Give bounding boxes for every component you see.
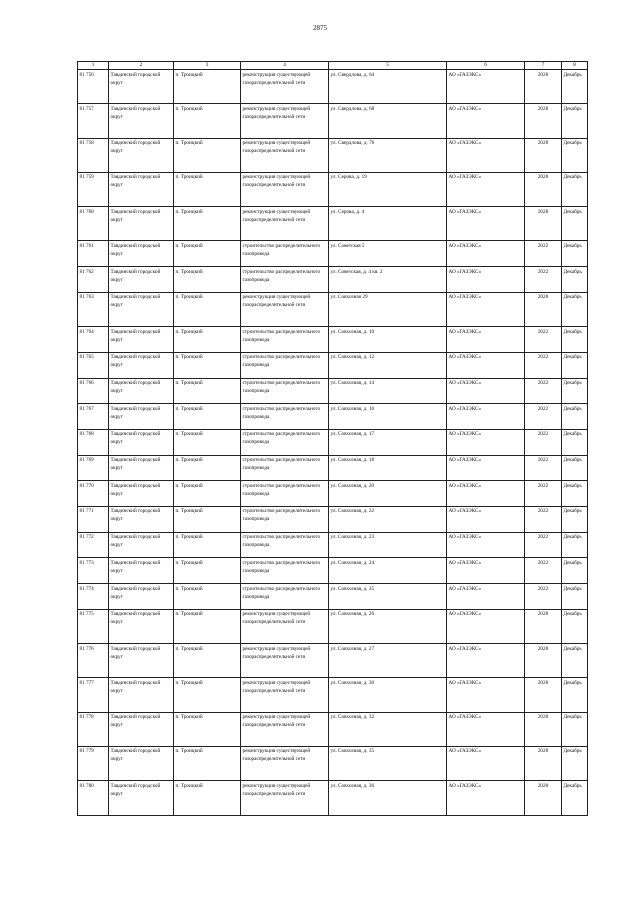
row-number-cell: 81 764 [78, 327, 109, 353]
address-cell: ул. Совхозная, д. 27 [329, 644, 447, 678]
row-number-cell: 81 776 [78, 644, 109, 678]
district-cell: Тавдинский городской округ [109, 241, 174, 267]
table-row [78, 712, 588, 746]
locality-cell: п. Троицкий [174, 104, 241, 138]
year-cell: 2028 [525, 644, 562, 678]
month-cell: Декабрь [562, 138, 588, 172]
work-type-cell: строительство распределительного газопровода [241, 532, 329, 558]
row-number-cell: 81 778 [78, 712, 109, 746]
work-type-cell: реконструкция существующей газораспределительной сети [241, 292, 329, 326]
table-body [78, 70, 588, 816]
row-number-cell: 81 780 [78, 781, 109, 815]
locality-cell: п. Троицкий [174, 644, 241, 678]
table-row [78, 746, 588, 780]
address-cell: ул. Совхозная, д. 20 [329, 481, 447, 507]
locality-cell: п. Троицкий [174, 678, 241, 712]
organization-cell: АО «ГАЗЭКС» [447, 429, 525, 455]
district-cell: Тавдинский городской округ [109, 378, 174, 404]
organization-cell: АО «ГАЗЭКС» [447, 138, 525, 172]
district-cell: Тавдинский городской округ [109, 429, 174, 455]
table-row [78, 678, 588, 712]
table-row [78, 532, 588, 558]
district-cell: Тавдинский городской округ [109, 558, 174, 584]
work-type-cell: реконструкция существующей газораспределительной сети [241, 70, 329, 104]
header-cell: 6 [447, 62, 525, 70]
row-number-cell: 81 779 [78, 746, 109, 780]
locality-cell: п. Троицкий [174, 584, 241, 610]
district-cell: Тавдинский городской округ [109, 609, 174, 643]
month-cell: Декабрь [562, 712, 588, 746]
table-row [78, 70, 588, 104]
work-type-cell: строительство распределительного газопровода [241, 404, 329, 430]
locality-cell: п. Троицкий [174, 267, 241, 293]
locality-cell: п. Троицкий [174, 70, 241, 104]
district-cell: Тавдинский городской округ [109, 481, 174, 507]
work-type-cell: реконструкция существующей газораспределительной сети [241, 138, 329, 172]
row-number-cell: 81 777 [78, 678, 109, 712]
locality-cell: п. Троицкий [174, 781, 241, 815]
locality-cell: п. Троицкий [174, 352, 241, 378]
year-cell: 2022 [525, 404, 562, 430]
district-cell: Тавдинский городской округ [109, 644, 174, 678]
district-cell: Тавдинский городской округ [109, 104, 174, 138]
year-cell: 2028 [525, 207, 562, 241]
locality-cell: п. Троицкий [174, 429, 241, 455]
header-row [78, 62, 588, 70]
header-cell: 3 [174, 62, 241, 70]
year-cell: 2022 [525, 241, 562, 267]
year-cell: 2022 [525, 267, 562, 293]
year-cell: 2022 [525, 532, 562, 558]
table-row [78, 241, 588, 267]
address-cell: ул. Совхозная, д. 36 [329, 781, 447, 815]
month-cell: Декабрь [562, 678, 588, 712]
address-cell: ул. Совхозная, д. 12 [329, 352, 447, 378]
organization-cell: АО «ГАЗЭКС» [447, 378, 525, 404]
work-type-cell: строительство распределительного газопровода [241, 241, 329, 267]
month-cell: Декабрь [562, 584, 588, 610]
locality-cell: п. Троицкий [174, 558, 241, 584]
address-cell: ул. Совхозная, д. 24 [329, 558, 447, 584]
table-row [78, 378, 588, 404]
year-cell: 2022 [525, 584, 562, 610]
district-cell: Тавдинский городской округ [109, 584, 174, 610]
month-cell: Декабрь [562, 70, 588, 104]
table-row [78, 138, 588, 172]
work-type-cell: реконструкция существующей газораспределительной сети [241, 746, 329, 780]
table-row [78, 292, 588, 326]
month-cell: Декабрь [562, 404, 588, 430]
row-number-cell: 81 773 [78, 558, 109, 584]
row-number-cell: 81 756 [78, 70, 109, 104]
district-cell: Тавдинский городской округ [109, 712, 174, 746]
month-cell: Декабрь [562, 104, 588, 138]
locality-cell: п. Троицкий [174, 172, 241, 206]
work-type-cell: реконструкция существующей газораспределительной сети [241, 104, 329, 138]
work-type-cell: строительство распределительного газопровода [241, 327, 329, 353]
row-number-cell: 81 770 [78, 481, 109, 507]
month-cell: Декабрь [562, 378, 588, 404]
table-row [78, 207, 588, 241]
row-number-cell: 81 769 [78, 455, 109, 481]
address-cell: ул. Советская 5 [329, 241, 447, 267]
work-type-cell: реконструкция существующей газораспределительной сети [241, 207, 329, 241]
month-cell: Декабрь [562, 746, 588, 780]
work-type-cell: реконструкция существующей газораспределительной сети [241, 712, 329, 746]
organization-cell: АО «ГАЗЭКС» [447, 712, 525, 746]
table-row [78, 584, 588, 610]
year-cell: 2028 [525, 712, 562, 746]
year-cell: 2022 [525, 455, 562, 481]
row-number-cell: 81 772 [78, 532, 109, 558]
row-number-cell: 81 767 [78, 404, 109, 430]
table-row [78, 781, 588, 815]
month-cell: Декабрь [562, 352, 588, 378]
district-cell: Тавдинский городской округ [109, 138, 174, 172]
header-cell: 2 [109, 62, 174, 70]
month-cell: Декабрь [562, 267, 588, 293]
organization-cell: АО «ГАЗЭКС» [447, 584, 525, 610]
locality-cell: п. Троицкий [174, 292, 241, 326]
year-cell: 2022 [525, 378, 562, 404]
address-cell: ул. Совхозная, д. 26 [329, 609, 447, 643]
month-cell: Декабрь [562, 506, 588, 532]
locality-cell: п. Троицкий [174, 712, 241, 746]
month-cell: Декабрь [562, 644, 588, 678]
district-cell: Тавдинский городской округ [109, 746, 174, 780]
year-cell: 2022 [525, 481, 562, 507]
address-cell: ул. Серова, д. 19 [329, 172, 447, 206]
organization-cell: АО «ГАЗЭКС» [447, 558, 525, 584]
district-cell: Тавдинский городской округ [109, 781, 174, 815]
address-cell: ул. Совхозная, д. 14 [329, 378, 447, 404]
work-type-cell: строительство распределительного газопровода [241, 506, 329, 532]
work-type-cell: строительство распределительного газопровода [241, 455, 329, 481]
work-type-cell: реконструкция существующей газораспределительной сети [241, 609, 329, 643]
organization-cell: АО «ГАЗЭКС» [447, 644, 525, 678]
gasification-schedule-table [77, 61, 588, 816]
organization-cell: АО «ГАЗЭКС» [447, 104, 525, 138]
district-cell: Тавдинский городской округ [109, 404, 174, 430]
work-type-cell: строительство распределительного газопровода [241, 558, 329, 584]
address-cell: ул. Свердлова, д. 64 [329, 70, 447, 104]
row-number-cell: 81 758 [78, 138, 109, 172]
organization-cell: АО «ГАЗЭКС» [447, 352, 525, 378]
locality-cell: п. Троицкий [174, 138, 241, 172]
organization-cell: АО «ГАЗЭКС» [447, 292, 525, 326]
year-cell: 2028 [525, 70, 562, 104]
organization-cell: АО «ГАЗЭКС» [447, 241, 525, 267]
organization-cell: АО «ГАЗЭКС» [447, 781, 525, 815]
table-row [78, 609, 588, 643]
year-cell: 2028 [525, 746, 562, 780]
table-row [78, 352, 588, 378]
locality-cell: п. Троицкий [174, 609, 241, 643]
year-cell: 2028 [525, 609, 562, 643]
locality-cell: п. Троицкий [174, 241, 241, 267]
locality-cell: п. Троицкий [174, 506, 241, 532]
organization-cell: АО «ГАЗЭКС» [447, 327, 525, 353]
year-cell: 2028 [525, 138, 562, 172]
locality-cell: п. Троицкий [174, 746, 241, 780]
address-cell: ул. Совхозная, д. 32 [329, 712, 447, 746]
table-row [78, 455, 588, 481]
header-cell: 1 [78, 62, 109, 70]
address-cell: ул. Совхозная, д. 16 [329, 404, 447, 430]
district-cell: Тавдинский городской округ [109, 70, 174, 104]
organization-cell: АО «ГАЗЭКС» [447, 404, 525, 430]
header-cell: 7 [525, 62, 562, 70]
district-cell: Тавдинский городской округ [109, 532, 174, 558]
locality-cell: п. Троицкий [174, 455, 241, 481]
locality-cell: п. Троицкий [174, 327, 241, 353]
row-number-cell: 81 763 [78, 292, 109, 326]
work-type-cell: строительство распределительного газопровода [241, 481, 329, 507]
address-cell: ул. Совхозная, д. 18 [329, 455, 447, 481]
work-type-cell: реконструкция существующей газораспределительной сети [241, 644, 329, 678]
year-cell: 2028 [525, 292, 562, 326]
month-cell: Декабрь [562, 455, 588, 481]
address-cell: ул. Советская, д. 4 кв. 2 [329, 267, 447, 293]
organization-cell: АО «ГАЗЭКС» [447, 455, 525, 481]
organization-cell: АО «ГАЗЭКС» [447, 678, 525, 712]
address-cell: ул. Совхозная, д. 17 [329, 429, 447, 455]
table-row [78, 506, 588, 532]
work-type-cell: строительство распределительного газопровода [241, 378, 329, 404]
year-cell: 2028 [525, 781, 562, 815]
address-cell: ул. Серова, д. 4 [329, 207, 447, 241]
organization-cell: АО «ГАЗЭКС» [447, 267, 525, 293]
district-cell: Тавдинский городской округ [109, 172, 174, 206]
address-cell: ул. Совхозная, д. 22 [329, 506, 447, 532]
organization-cell: АО «ГАЗЭКС» [447, 609, 525, 643]
month-cell: Декабрь [562, 481, 588, 507]
row-number-cell: 81 766 [78, 378, 109, 404]
year-cell: 2022 [525, 327, 562, 353]
year-cell: 2022 [525, 506, 562, 532]
locality-cell: п. Троицкий [174, 404, 241, 430]
organization-cell: АО «ГАЗЭКС» [447, 207, 525, 241]
table-row [78, 429, 588, 455]
organization-cell: АО «ГАЗЭКС» [447, 70, 525, 104]
table-row [78, 644, 588, 678]
locality-cell: п. Троицкий [174, 532, 241, 558]
table-row [78, 267, 588, 293]
organization-cell: АО «ГАЗЭКС» [447, 532, 525, 558]
district-cell: Тавдинский городской округ [109, 207, 174, 241]
work-type-cell: реконструкция существующей газораспределительной сети [241, 781, 329, 815]
address-cell: ул. Совхозная 29 [329, 292, 447, 326]
district-cell: Тавдинский городской округ [109, 352, 174, 378]
row-number-cell: 81 759 [78, 172, 109, 206]
table-row [78, 327, 588, 353]
locality-cell: п. Троицкий [174, 481, 241, 507]
year-cell: 2022 [525, 352, 562, 378]
district-cell: Тавдинский городской округ [109, 292, 174, 326]
month-cell: Декабрь [562, 172, 588, 206]
year-cell: 2028 [525, 104, 562, 138]
locality-cell: п. Троицкий [174, 207, 241, 241]
row-number-cell: 81 760 [78, 207, 109, 241]
work-type-cell: строительство распределительного газопровода [241, 429, 329, 455]
address-cell: ул. Совхозная, д. 23 [329, 532, 447, 558]
address-cell: ул. Свердлова, д. 76 [329, 138, 447, 172]
year-cell: 2028 [525, 678, 562, 712]
locality-cell: п. Троицкий [174, 378, 241, 404]
month-cell: Декабрь [562, 609, 588, 643]
month-cell: Декабрь [562, 327, 588, 353]
row-number-cell: 81 771 [78, 506, 109, 532]
month-cell: Декабрь [562, 429, 588, 455]
work-type-cell: строительство распределительного газопровода [241, 584, 329, 610]
header-cell: 8 [562, 62, 588, 70]
row-number-cell: 81 762 [78, 267, 109, 293]
work-type-cell: строительство распределительного газопровода [241, 267, 329, 293]
district-cell: Тавдинский городской округ [109, 455, 174, 481]
work-type-cell: реконструкция существующей газораспределительной сети [241, 678, 329, 712]
work-type-cell: строительство распределительного газопровода [241, 352, 329, 378]
row-number-cell: 81 761 [78, 241, 109, 267]
address-cell: ул. Совхозная, д. 25 [329, 584, 447, 610]
month-cell: Декабрь [562, 781, 588, 815]
month-cell: Декабрь [562, 207, 588, 241]
organization-cell: АО «ГАЗЭКС» [447, 746, 525, 780]
month-cell: Декабрь [562, 241, 588, 267]
district-cell: Тавдинский городской округ [109, 327, 174, 353]
district-cell: Тавдинский городской округ [109, 267, 174, 293]
table-row [78, 558, 588, 584]
header-cell: 5 [329, 62, 447, 70]
month-cell: Декабрь [562, 558, 588, 584]
organization-cell: АО «ГАЗЭКС» [447, 172, 525, 206]
page-number: 2875 [313, 24, 327, 32]
address-cell: ул. Совхозная, д. 30 [329, 678, 447, 712]
work-type-cell: реконструкция существующей газораспределительной сети [241, 172, 329, 206]
year-cell: 2022 [525, 429, 562, 455]
month-cell: Декабрь [562, 532, 588, 558]
address-cell: ул. Совхозная, д. 10 [329, 327, 447, 353]
month-cell: Декабрь [562, 292, 588, 326]
row-number-cell: 81 757 [78, 104, 109, 138]
row-number-cell: 81 768 [78, 429, 109, 455]
table-row [78, 104, 588, 138]
address-cell: ул. Свердлова, д. 68 [329, 104, 447, 138]
table-row [78, 404, 588, 430]
organization-cell: АО «ГАЗЭКС» [447, 506, 525, 532]
district-cell: Тавдинский городской округ [109, 678, 174, 712]
table-row [78, 172, 588, 206]
organization-cell: АО «ГАЗЭКС» [447, 481, 525, 507]
row-number-cell: 81 774 [78, 584, 109, 610]
row-number-cell: 81 765 [78, 352, 109, 378]
district-cell: Тавдинский городской округ [109, 506, 174, 532]
header-cell: 4 [241, 62, 329, 70]
year-cell: 2022 [525, 558, 562, 584]
address-cell: ул. Совхозная, д. 35 [329, 746, 447, 780]
year-cell: 2028 [525, 172, 562, 206]
row-number-cell: 81 775 [78, 609, 109, 643]
table-row [78, 481, 588, 507]
table-header [78, 62, 588, 70]
